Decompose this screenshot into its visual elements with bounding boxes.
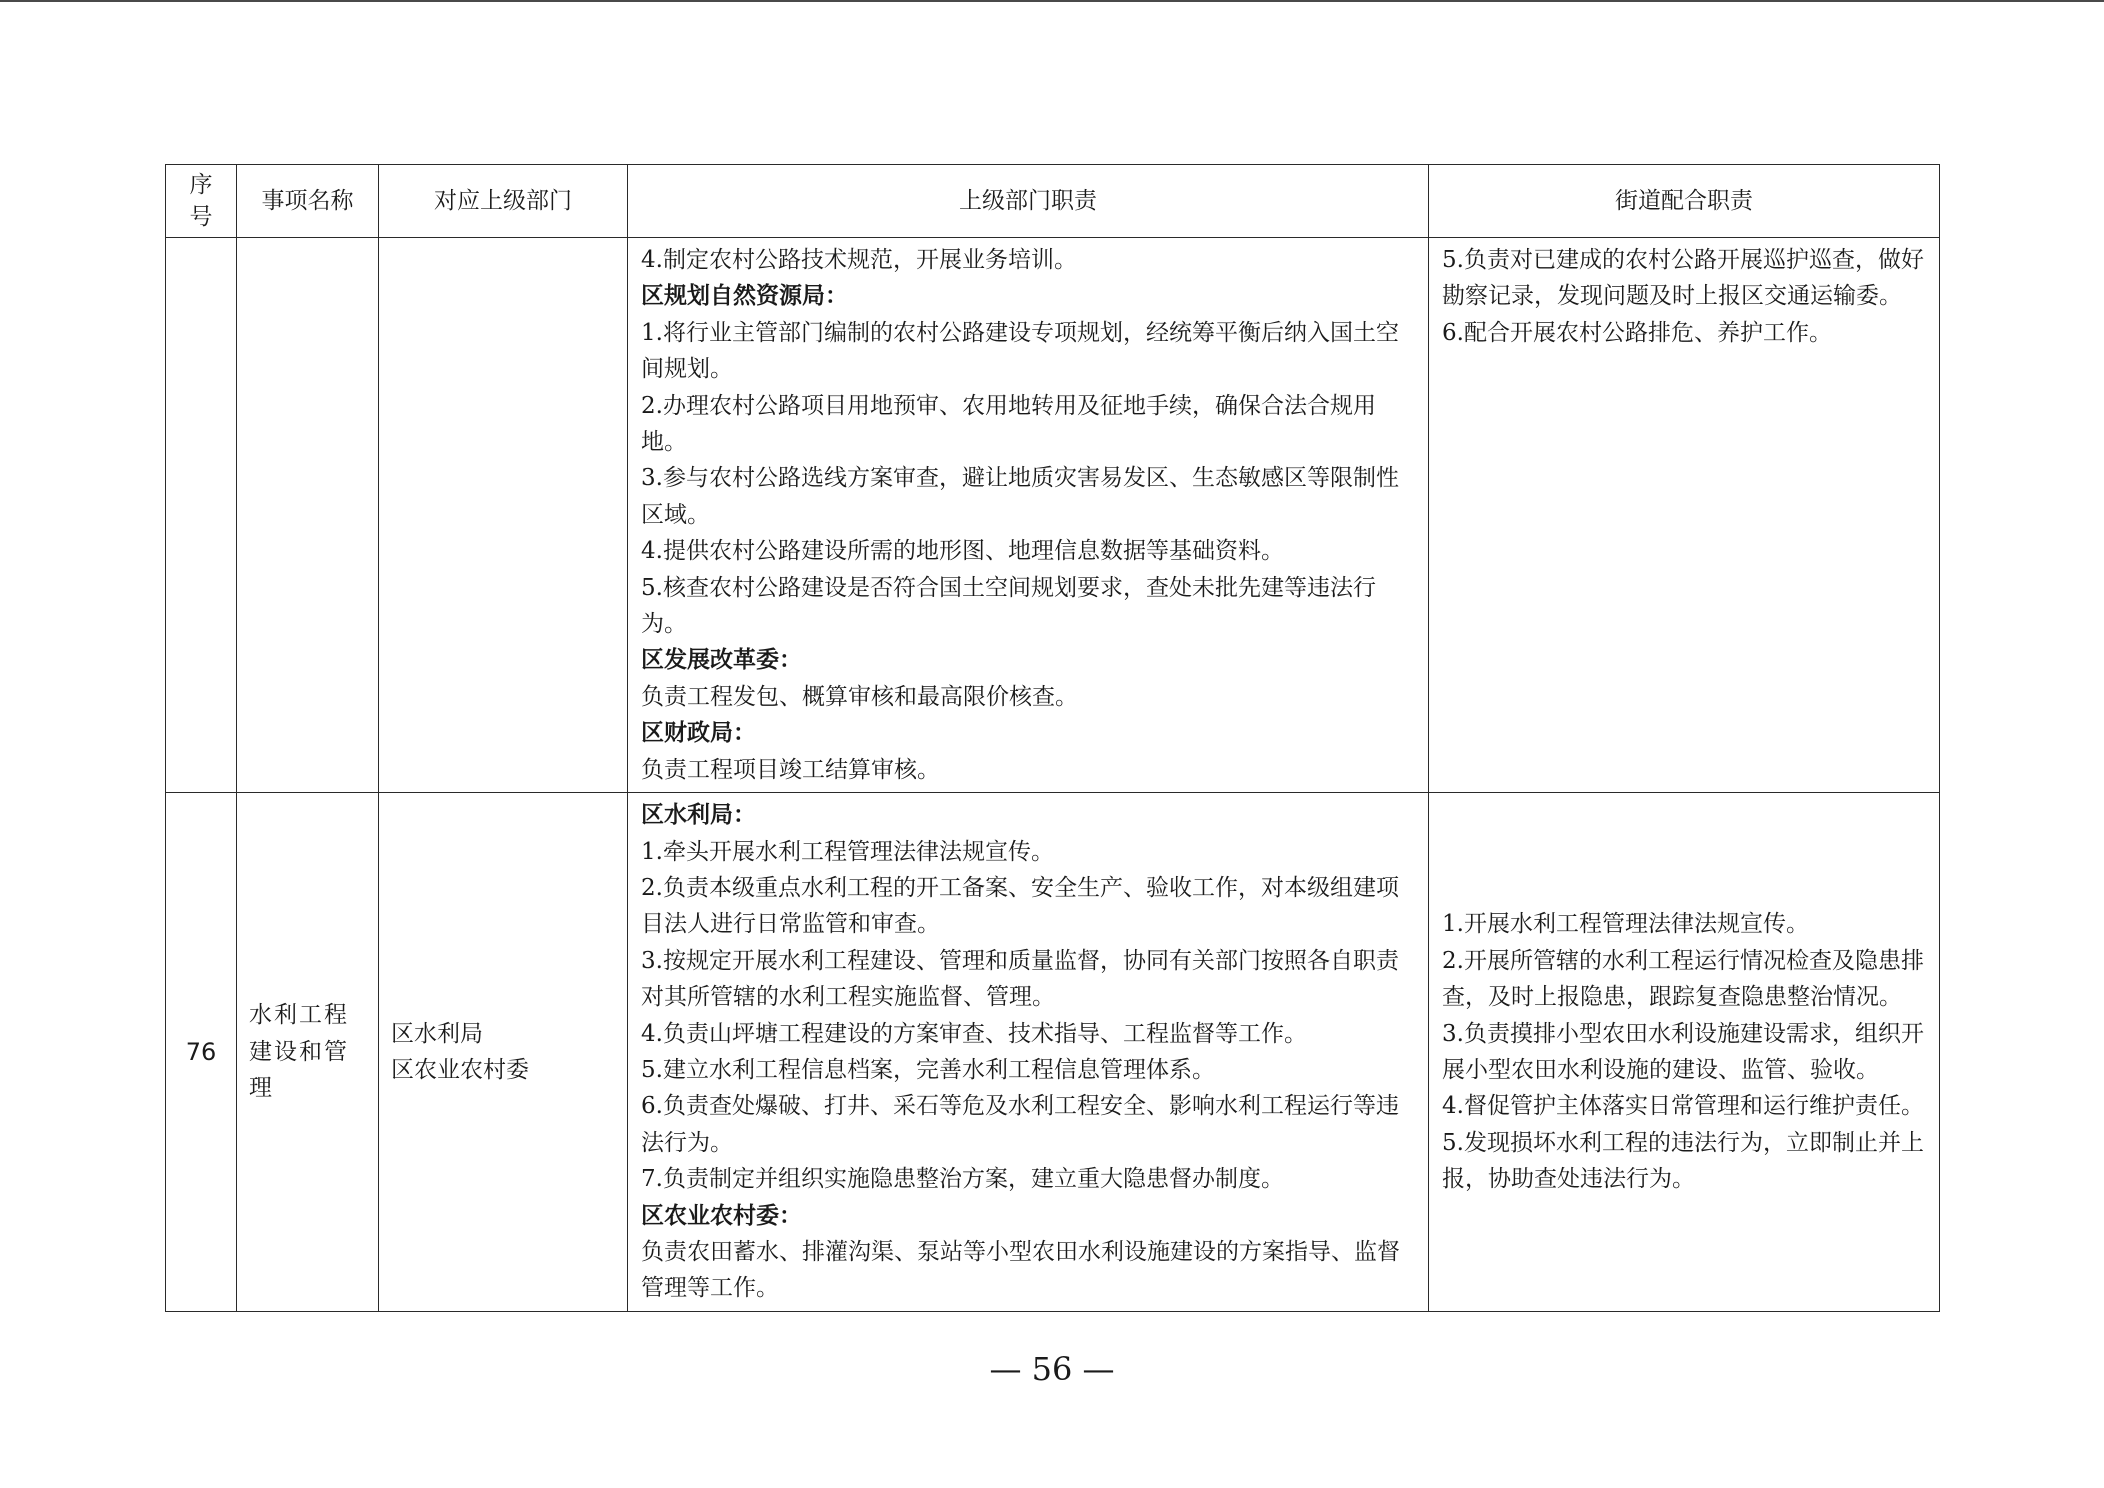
dept-line: 区水利局 <box>391 1020 483 1047</box>
row-superior-duties <box>628 793 1429 1312</box>
duty-line: 5.建立水利工程信息档案，完善水利工程信息管理体系。 <box>641 1056 1215 1083</box>
duty-line: 4.提供农村公路建设所需的地形图、地理信息数据等基础资料。 <box>641 538 1284 565</box>
duty-line: 5.核查农村公路建设是否符合国土空间规划要求，查处未批先建等违法行为。 <box>641 574 1376 638</box>
duty-line: 负责农田蓄水、排灌沟渠、泵站等小型农田水利设施建设的方案指导、监督管理等工作。 <box>641 1238 1400 1302</box>
header-street-duties: 街道配合职责 <box>1429 165 1940 238</box>
duty-line: 负责工程项目竣工结算审核。 <box>641 756 940 783</box>
row-item-name: 水利工程建设和管理 <box>237 793 379 1312</box>
row-superior-dept <box>379 238 628 793</box>
page-top-rule <box>0 0 2104 2</box>
duty-table <box>165 164 1940 1312</box>
dept-line: 区农业农村委 <box>391 1056 529 1083</box>
dept-heading: 区农业农村委： <box>641 1201 802 1229</box>
dept-heading: 区水利局： <box>641 801 756 829</box>
row-number: 76 <box>166 793 237 1312</box>
dept-heading: 区财政局： <box>641 719 756 747</box>
duty-line: 4.督促管护主体落实日常管理和运行维护责任。 <box>1442 1093 1924 1120</box>
duty-line: 7.负责制定并组织实施隐患整治方案，建立重大隐患督办制度。 <box>641 1166 1284 1193</box>
duty-line: 6.配合开展农村公路排危、养护工作。 <box>1442 319 1832 346</box>
table-row <box>166 238 1940 793</box>
duty-line: 1.将行业主管部门编制的农村公路建设专项规划，经统筹平衡后纳入国土空间规划。 <box>641 319 1399 383</box>
duty-line: 负责工程发包、概算审核和最高限价核查。 <box>641 683 1078 710</box>
header-seq: 序号 <box>166 165 237 238</box>
duty-line: 2.办理农村公路项目用地预审、农用地转用及征地手续，确保合法合规用地。 <box>641 392 1376 456</box>
row-street-duties <box>1429 238 1940 793</box>
duty-line: 3.负责摸排小型农田水利设施建设需求，组织开展小型农田水利设施的建设、监管、验收。 <box>1442 1020 1924 1083</box>
page-number: — 56 — <box>989 1350 1115 1388</box>
duty-line: 5.负责对已建成的农村公路开展巡护巡查，做好勘察记录，发现问题及时上报区交通运输委。 <box>1442 247 1924 310</box>
header-superior-duties: 上级部门职责 <box>628 165 1429 238</box>
duty-line: 5.发现损坏水利工程的违法行为，立即制止并上报，协助查处违法行为。 <box>1442 1129 1924 1193</box>
dept-heading: 区发展改革委： <box>641 646 802 674</box>
duty-line: 3.参与农村公路选线方案审查，避让地质灾害易发区、生态敏感区等限制性区域。 <box>641 465 1399 528</box>
duty-line: 2.负责本级重点水利工程的开工备案、安全生产、验收工作，对本级组建项目法人进行日常监管和审查。 <box>641 874 1399 938</box>
header-row <box>166 165 1940 238</box>
table-row <box>166 793 1940 1312</box>
duty-line: 4.负责山坪塘工程建设的方案审查、技术指导、工程监督等工作。 <box>641 1020 1307 1047</box>
row-street-duties <box>1429 793 1940 1312</box>
duty-line: 1.开展水利工程管理法律法规宣传。 <box>1442 911 1809 938</box>
row-superior-dept <box>379 793 628 1312</box>
duty-line: 6.负责查处爆破、打井、采石等危及水利工程安全、影响水利工程运行等违法行为。 <box>641 1093 1399 1156</box>
header-superior-dept: 对应上级部门 <box>379 165 628 238</box>
duty-line: 3.按规定开展水利工程建设、管理和质量监督，协同有关部门按照各自职责对其所管辖的水利工程实施监督、管理。 <box>641 947 1399 1011</box>
duty-line: 4.制定农村公路技术规范，开展业务培训。 <box>641 247 1077 273</box>
dept-heading: 区规划自然资源局： <box>641 282 848 310</box>
duty-line: 1.牵头开展水利工程管理法律法规宣传。 <box>641 838 1054 865</box>
header-item-name: 事项名称 <box>237 165 379 238</box>
row-number <box>166 238 237 793</box>
row-superior-duties <box>628 238 1429 793</box>
row-item-name <box>237 238 379 793</box>
duty-line: 2.开展所管辖的水利工程运行情况检查及隐患排查，及时上报隐患，跟踪复查隐患整治情况。 <box>1442 947 1924 1011</box>
